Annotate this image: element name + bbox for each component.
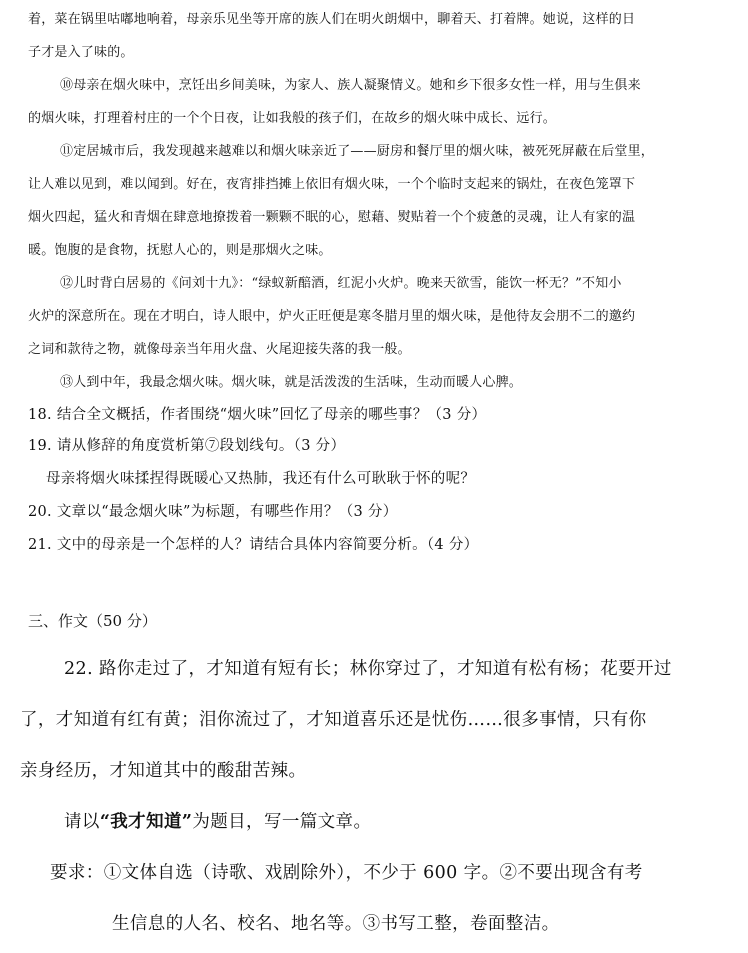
question-20: 20. 文章以“最念烟火味”为标题，有哪些作用？（3 分） [28, 504, 398, 520]
composition-prompt-line: 了，才知道有红有黄；泪你流过了，才知道喜乐还是忧伤……很多事情，只有你 [20, 710, 647, 730]
passage-line: 火炉的深意所在。现在才明白，诗人眼中，炉火正旺便是寒冬腊月里的烟火味，是他待友会朋不二的邀约 [28, 309, 636, 324]
question-19: 19. 请从修辞的角度赏析第⑦段划线句。（3 分） [28, 438, 346, 454]
composition-instruction [64, 808, 371, 833]
passage-line: 让人难以见到，难以闻到。好在，夜宵排挡摊上依旧有烟火味，一个个临时支起来的锅灶，在夜色笼罩下 [28, 177, 636, 192]
passage-paragraph-12: ⑫儿时背白居易的《问刘十九》：“绿蚁新醅酒，红泥小火炉。晚来天欲雪，能饮一杯无？”不知小 [60, 276, 622, 291]
instruction-prefix: 请以 [64, 812, 100, 832]
passage-line: 烟火四起，猛火和青烟在肆意地撩拨着一颗颗不眠的心，慰藉、熨贴着一个个疲惫的灵魂，让人有家的温 [28, 210, 636, 225]
composition-requirements-line: 要求：①文体自选（诗歌、戏剧除外），不少于 600 字。②不要出现含有考 [50, 863, 643, 883]
passage-paragraph-11: ⑪定居城市后，我发现越来越难以和烟火味亲近了——厨房和餐厅里的烟火味，被死死屏蔽在后堂里， [60, 144, 655, 159]
passage-line: 暖。饱腹的是食物，抚慰人心的，则是那烟火之味。 [28, 243, 332, 258]
passage-line: 之词和款待之物，就像母亲当年用火盘、火尾迎接失落的我一般。 [28, 342, 411, 357]
question-18: 18. 结合全文概括，作者围绕“烟火味”回忆了母亲的哪些事？（3 分） [28, 407, 487, 423]
composition-requirements-line: 生信息的人名、校名、地名等。③书写工整，卷面整洁。 [112, 914, 560, 934]
section-title: 三、作文（50 分） [28, 612, 157, 630]
essay-title: “我才知道” [99, 812, 193, 832]
passage-paragraph-10: ⑩母亲在烟火味中，烹饪出乡间美味，为家人、族人凝聚情义。她和乡下很多女性一样，用与生俱来 [60, 78, 641, 93]
passage-line: 着，菜在锅里咕嘟地响着，母亲乐见坐等开席的族人们在明火朗烟中，聊着天、打着牌。她说，这样的日 [28, 12, 636, 27]
passage-line: 的烟火味，打理着村庄的一个个日夜，让如我般的孩子们，在故乡的烟火味中成长、远行。 [28, 111, 557, 126]
passage-paragraph-13: ⑬人到中年，我最念烟火味。烟火味，就是活泼泼的生活味，生动而暖人心脾。 [60, 375, 523, 390]
passage-line: 子才是入了味的。 [28, 45, 134, 60]
instruction-suffix: 为题目，写一篇文章。 [192, 812, 372, 832]
composition-prompt-line: 22. 路你走过了，才知道有短有长；林你穿过了，才知道有松有杨；花要开过 [64, 659, 672, 679]
question-21: 21. 文中的母亲是一个怎样的人？请结合具体内容简要分析。（4 分） [28, 537, 479, 553]
question-19-quoted-sentence: 母亲将烟火味揉捏得既暖心又热肺，我还有什么可耿耿于怀的呢？ [46, 471, 476, 487]
composition-prompt-line: 亲身经历，才知道其中的酸甜苦辣。 [20, 761, 307, 781]
